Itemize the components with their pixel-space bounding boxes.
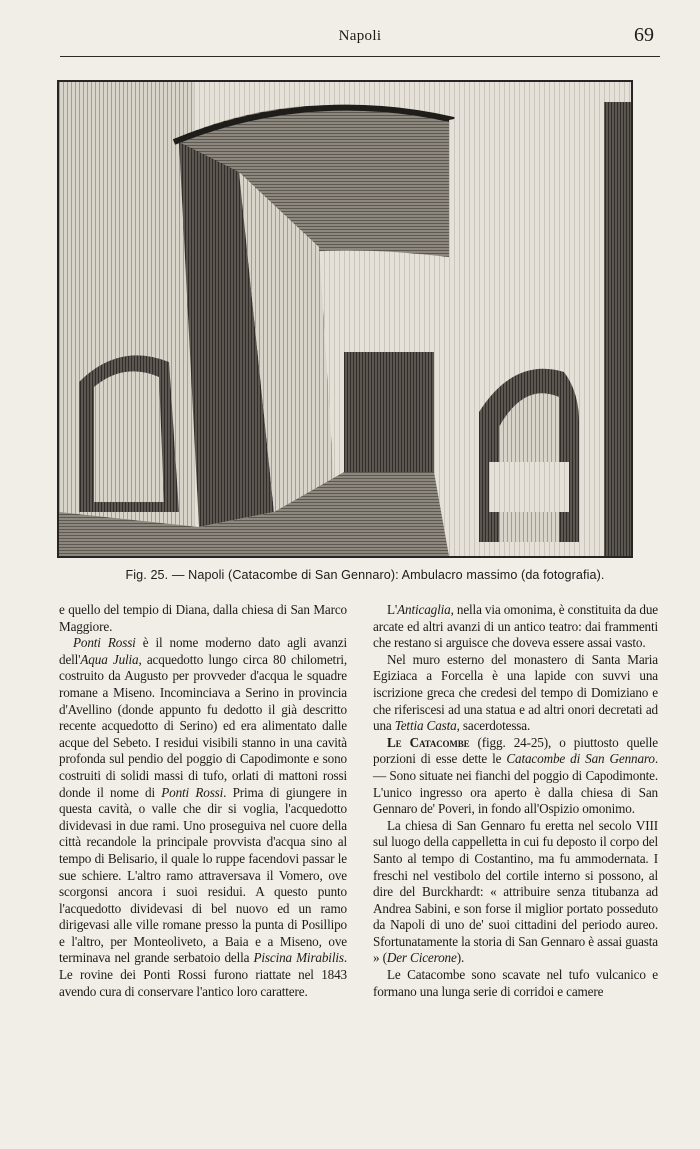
paragraph	[373, 818, 658, 967]
paragraph-text: . — Sono situate nei fianchi del poggio di Capodimonte. L'unico ingresso ora aperto è dalla chiesa di San Gennaro de' Poveri, in fondo all'Ospizio omonimo.	[373, 751, 658, 817]
paragraph-text: La chiesa di San Gennaro fu eretta nel secolo VIII sul luogo della cappelletta in cui fu deposto il corpo del Santo al tempo di Costantino, ma fu ammodernata. I freschi nel vestibolo del cortile interno si possono, al dire del Burckhardt: « attribuire senza titubanza ad Andrea Sabini, e son forse il miglior portato posseduto da Napoli di uno de' suoi cittadini del periodo aureo. Sfortunatamente la storia di San Gennaro è assai guasta » (	[373, 817, 658, 966]
section-heading: Le Catacombe	[387, 734, 470, 750]
paragraph-text: . Prima di giungere in questa cavità, o valle che dir si voglia, l'acquedotto dividevasi in due rami. Uno proseguiva nel cuore della città recandole la principale provvista d'acqua sino al tempo di Belisario, il quale lo ruppe facendovi passar le sue schiere. L'altro ramo attraversava il Vomero, ove scorgonsi ancora i suoi residui. A questo punto l'acquedotto dividevasi di bel nuovo ed un ramo dirigevasi alle ville romane presso la punta di Posillipo e l'altro, per Monteoliveto, a Baia e a Miseno, ove terminava nel grande serbatoio della	[59, 784, 348, 966]
paragraph-text: , sacerdotessa.	[456, 718, 531, 734]
paragraph	[59, 602, 347, 635]
running-title: Napoli	[338, 28, 382, 44]
paragraph-text: e quello del tempio di Diana, dalla chiesa di San Marco Maggiore.	[59, 602, 347, 634]
italic-term: Aqua Julia	[80, 651, 139, 667]
figure-caption: Fig. 25. — Napoli (Catacombe di San Gennaro): Ambulacro massimo (da fotografia).	[125, 568, 605, 582]
left-column	[59, 602, 347, 1000]
italic-term: Ponti Rossi	[161, 784, 224, 800]
paragraph	[59, 635, 347, 1000]
engraving-illustration	[59, 82, 631, 556]
paragraph-text: Nel muro esterno del monastero di Santa Maria Egiziaca a Forcella è una lapide con suvvi una iscrizione greca che credesi del tempo di Domiziano e che riferiscesi ad una statua e ad altri onori decretati ad una	[373, 651, 658, 734]
italic-term: Piscina Mirabilis	[253, 950, 344, 966]
paragraph-text: è il nome moderno dato agli avanzi dell'	[59, 635, 347, 667]
paragraph-text: ).	[456, 950, 465, 966]
paragraph	[373, 735, 658, 818]
italic-term: Catacombe di San Gennaro	[506, 751, 655, 767]
page-header	[60, 26, 660, 50]
italic-term: Tettia Casta	[394, 718, 457, 734]
paragraph-text: L'	[387, 602, 398, 617]
page-number: 69	[634, 24, 654, 46]
paragraph-text: , nella via omonima, è constituita da due arcate ed altri avanzi di un antico teatro: dai frammenti che restano si arguisce che doveva essere assai vasto.	[373, 602, 658, 651]
italic-term: Anticaglia	[397, 602, 451, 617]
italic-term: Ponti Rossi	[73, 635, 136, 651]
paragraph	[373, 652, 658, 735]
right-column	[373, 602, 658, 1000]
paragraph-text: , acquedotto lungo circa 80 chilometri, costruito da Augusto per provveder d'acqua le squadre romane a Miseno. Incominciava a Serino in provincia d'Avellino (donde appunto fu dedotto il già descritto recente acquedotto di Serino) ed era alimentato dalle acque del Sebeto. I residui visibili stanno in una cavità profonda sul pendio del poggio di Capodimonte e sono costruiti di solidi massi di tufo, orlati di mattoni rossi donde il nome di	[59, 651, 347, 800]
paragraph-text: (figg. 24-25), o piuttosto quelle porzioni di esse dette le	[373, 734, 658, 767]
italic-term: Der Cicerone	[386, 950, 457, 966]
paragraph	[373, 967, 658, 1000]
paragraph-text: Le Catacombe sono scavate nel tufo vulcanico e formano una lunga serie di corridoi e camere	[373, 967, 658, 999]
paragraph-text: . Le rovine dei Ponti Rossi furono riattate nel 1843 avendo cura di conservare l'antico loro carattere.	[59, 950, 347, 999]
paragraph	[373, 602, 658, 652]
header-rule	[60, 56, 660, 57]
catacomb-engraving	[57, 80, 633, 558]
